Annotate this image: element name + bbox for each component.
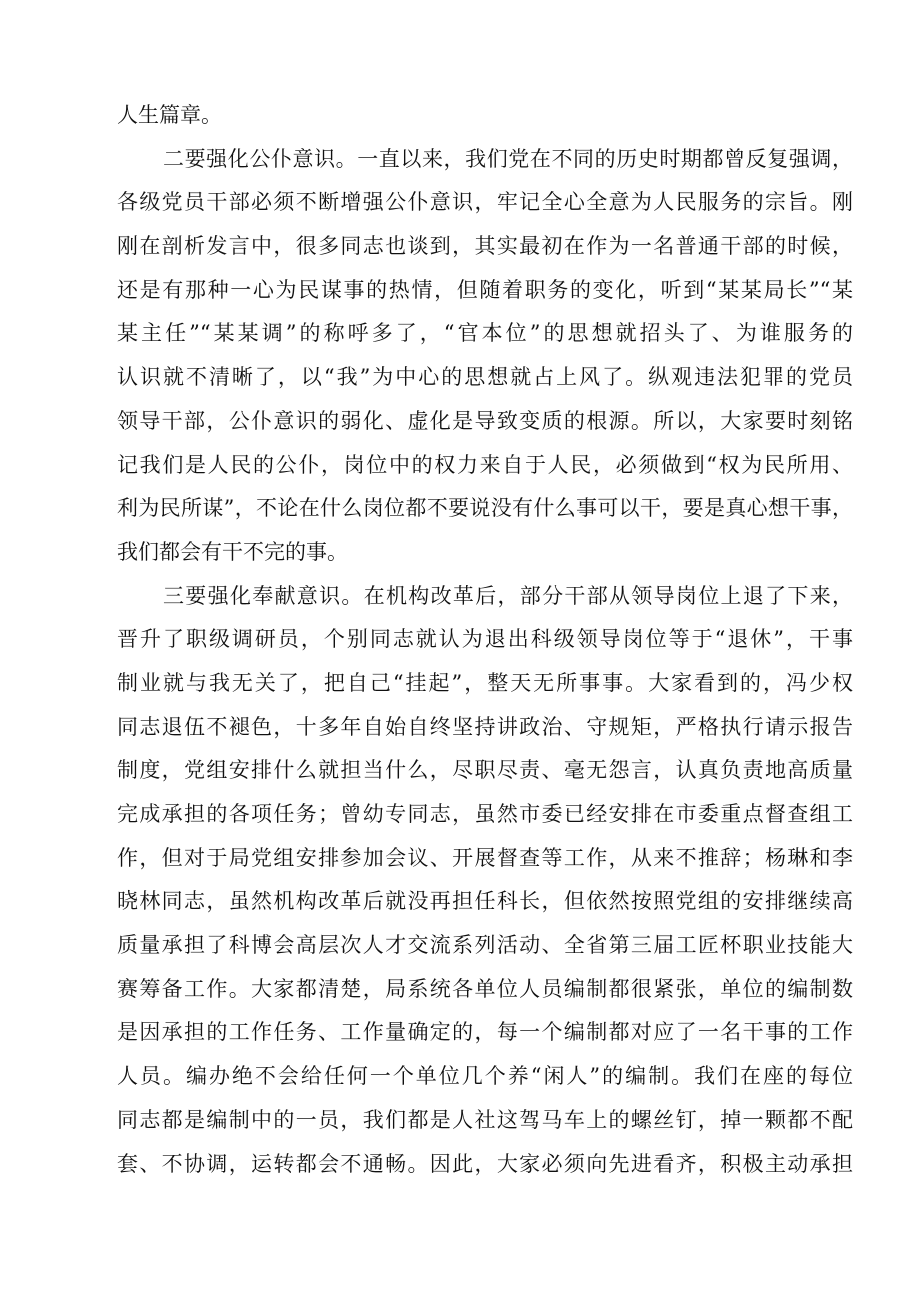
text-line: 认识就不清晰了，以“我”为中心的思想就占上风了。纵观违法犯罪的党员 xyxy=(117,365,853,390)
document-body xyxy=(117,94,853,1186)
text-line: 同志都是编制中的一员，我们都是人社这驾马车上的螺丝钉，掉一颗都不配 xyxy=(117,1107,853,1132)
text-line: 各级党员干部必须不断增强公仆意识，牢记全心全意为人民服务的宗旨。刚 xyxy=(117,190,853,215)
text-line: 制度，党组安排什么就担当什么，尽职尽责、毫无怨言，认真负责地高质量 xyxy=(117,758,853,783)
text-line: 晋升了职级调研员，个别同志就认为退出科级领导岗位等于“退休”，干事 xyxy=(117,627,853,652)
text-line: 记我们是人民的公仆，岗位中的权力来自于人民，必须做到“权为民所用、 xyxy=(117,452,853,477)
paragraph-public-servant-awareness xyxy=(117,138,853,575)
text-line: 赛筹备工作。大家都清楚，局系统各单位人员编制都很紧张，单位的编制数 xyxy=(117,976,853,1001)
text-line: 完成承担的各项任务；曾幼专同志，虽然市委已经安排在市委重点督查组工 xyxy=(117,802,853,826)
text-line: 三要强化奉献意识。在机构改革后，部分干部从领导岗位上退了下来， xyxy=(163,583,853,608)
text-line: 我们都会有干不完的事。 xyxy=(117,539,348,564)
text-line: 同志退伍不褪色，十多年自始自终坚持讲政治、守规矩，严格执行请示报告 xyxy=(117,714,853,739)
text-line: 晓林同志，虽然机构改革后就没再担任科长，但依然按照党组的安排继续高 xyxy=(117,889,853,914)
text-line: 质量承担了科博会高层次人才交流系列活动、全省第三届工匠杯职业技能大 xyxy=(117,933,853,958)
text-line: 套、不协调，运转都会不通畅。因此，大家必须向先进看齐，积极主动承担 xyxy=(117,1151,853,1176)
text-line: 人员。编办绝不会给任何一个单位几个养“闲人”的编制。我们在座的每位 xyxy=(117,1064,853,1089)
paragraph-continuation xyxy=(117,94,853,138)
text-line: 某主任”“某某调”的称呼多了，“官本位”的思想就招头了、为谁服务的 xyxy=(117,321,853,346)
text-line: 还是有那种一心为民谋事的热情，但随着职务的变化，听到“某某局长”“某 xyxy=(117,277,853,302)
text-line: 刚在剖析发言中，很多同志也谈到，其实最初在作为一名普通干部的时候， xyxy=(117,234,853,259)
text-line: 人生篇章。 xyxy=(117,103,222,127)
text-line: 作，但对于局党组安排参加会议、开展督查等工作，从来不推辞；杨琳和李 xyxy=(117,845,853,870)
text-line: 二要强化公仆意识。一直以来，我们党在不同的历史时期都曾反复强调， xyxy=(163,146,853,171)
text-line: 制业就与我无关了，把自己“挂起”，整天无所事事。大家看到的，冯少权 xyxy=(117,670,853,695)
text-line: 是因承担的工作任务、工作量确定的，每一个编制都对应了一名干事的工作 xyxy=(117,1020,853,1045)
text-line: 利为民所谋”，不论在什么岗位都不要说没有什么事可以干，要是真心想干事， xyxy=(117,496,853,521)
paragraph-dedication-awareness xyxy=(117,575,853,1187)
text-line: 领导干部，公仆意识的弱化、虚化是导致变质的根源。所以，大家要时刻铭 xyxy=(117,408,853,433)
